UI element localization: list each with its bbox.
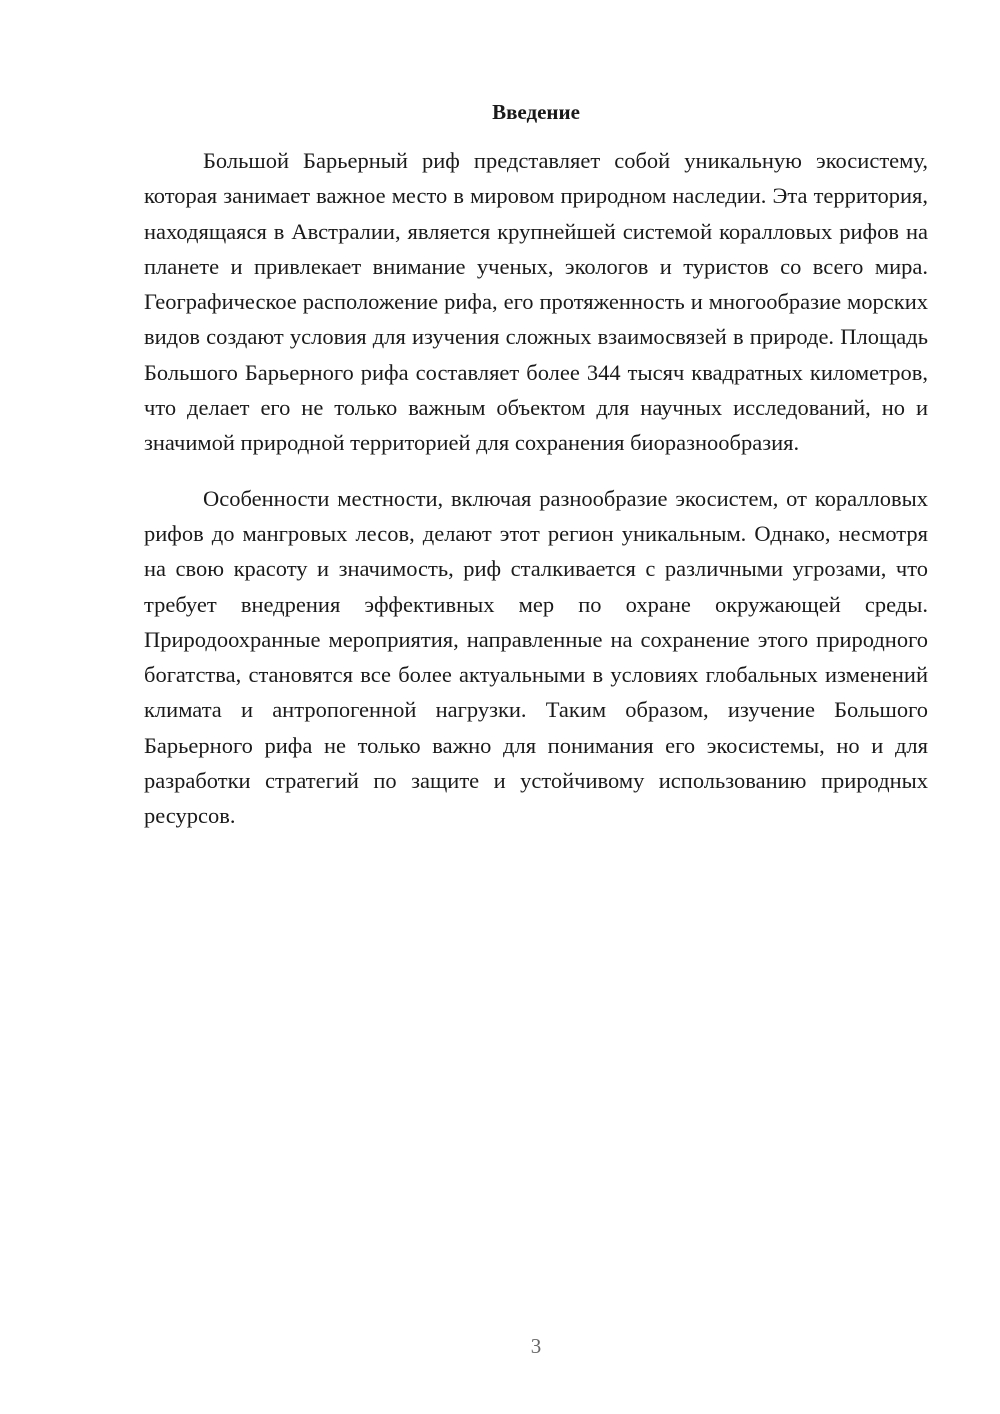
page-number: 3: [530, 1334, 542, 1358]
paragraph-2: Особенности местности, включая разнообразие экосистем, от коралловых рифов до мангровых лесов, делают этот регион уникальным. Однако, несмотря на свою красоту и значимость, риф сталкивается с различными угрозами, что требует внедрения эффективных мер по охране окружающей среды. Природоохранные мероприятия, направленные на сохранение этого природного богатства, становятся все более актуальными в условиях глобальных изменений климата и антропогенной нагрузки. Таким образом, изучение Большого Барьерного рифа не только важно для понимания его экосистемы, но и для разработки стратегий по защите и устойчивому использованию природных ресурсов.: [144, 485, 928, 829]
section-heading: Введение: [492, 100, 580, 124]
paragraph-1: Большой Барьерный риф представляет собой уникальную экосистему, которая занимает важное место в мировом природном наследии. Эта территория, находящаяся в Австралии, является крупнейшей системой коралловых рифов на планете и привлекает внимание ученых, экологов и туристов со всего мира. Географическое расположение рифа, его протяженность и многообразие морских видов создают условия для изучения сложных взаимосвязей в природе. Площадь Большого Барьерного рифа составляет более 344 тысяч квадратных километров, что делает его не только важным объектом для научных исследований, но и значимой природной территорией для сохранения биоразнообразия.: [144, 148, 928, 456]
document-body: [144, 143, 928, 834]
